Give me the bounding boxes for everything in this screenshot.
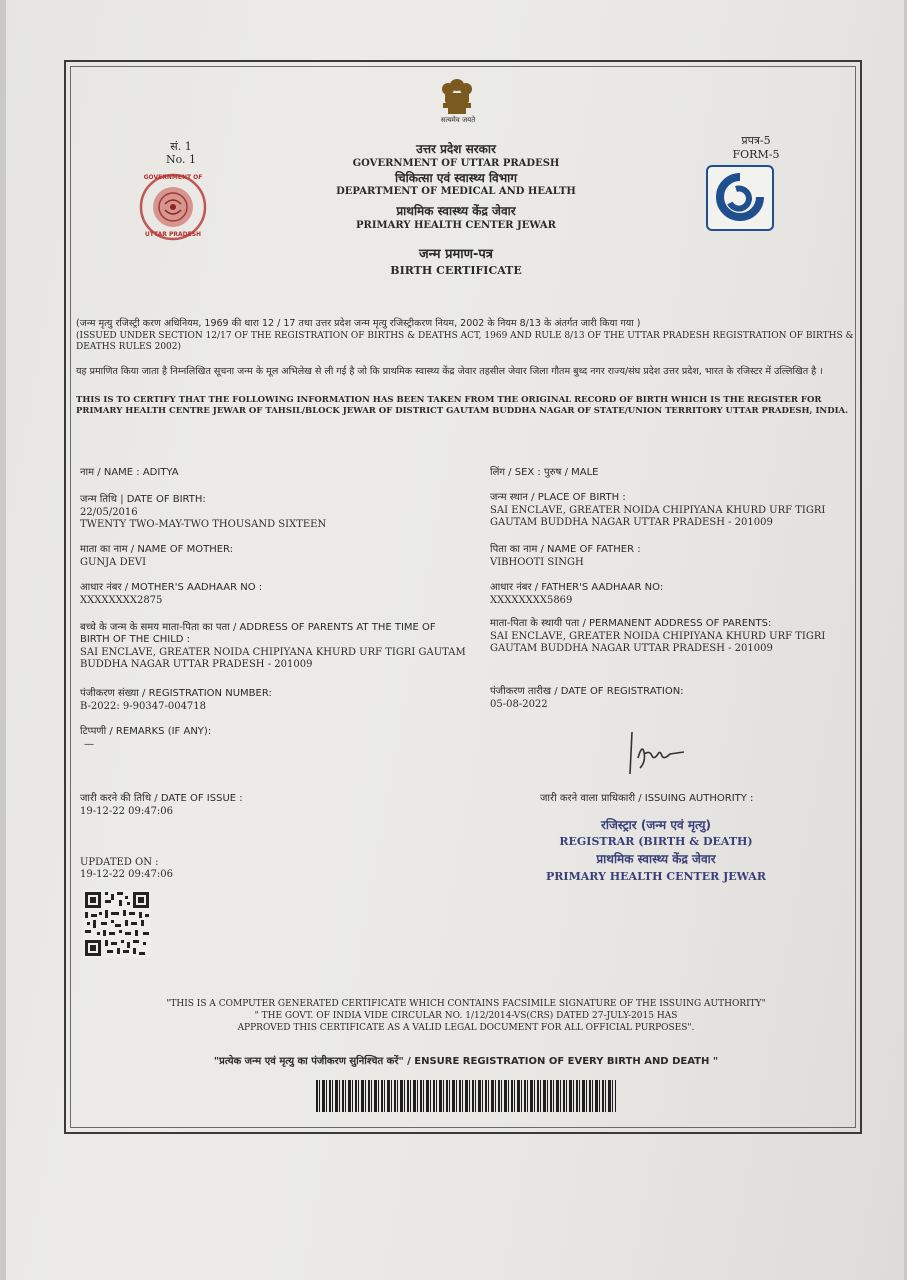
permanent-address-line-2: GAUTAM BUDDHA NAGAR UTTAR PRADESH - 201009 <box>490 643 773 654</box>
issue-date: 19-12-22 09:47:06 <box>80 806 174 817</box>
reg-number: B-2022: 9-90347-004718 <box>80 701 207 712</box>
father-aadhaar: XXXXXXXX5869 <box>490 595 573 606</box>
reg-number-label: पंजीकरण संख्या / REGISTRATION NUMBER: <box>80 688 272 699</box>
mother-name-label: माता का नाम / NAME OF MOTHER: <box>80 544 234 555</box>
issuing-authority-label: जारी करने वाला प्राधिकारी / ISSUING AUTHORITY : <box>540 793 754 804</box>
father-name-label: पिता का नाम / NAME OF FATHER : <box>490 544 641 555</box>
remarks-label: टिप्पणी / REMARKS (IF ANY): <box>80 726 212 737</box>
signature-icon <box>624 728 694 778</box>
emblem-motto: सत्यमेव जयते <box>440 116 476 124</box>
mother-name: GUNJA DEVI <box>80 557 147 568</box>
serial-no-hindi: सं. 1 <box>170 140 192 153</box>
birth-address-label-2: BIRTH OF THE CHILD : <box>80 634 191 645</box>
gov-name-hindi: उत्तर प्रदेश सरकार <box>416 142 496 156</box>
authority-hindi: रजिस्ट्रार (जन्म एवं मृत्यु) <box>601 818 711 832</box>
gov-name: GOVERNMENT OF UTTAR PRADESH <box>352 158 560 169</box>
authority-title: REGISTRAR (BIRTH & DEATH) <box>559 835 753 848</box>
dept-name-hindi: चिकित्सा एवं स्वास्थ्य विभाग <box>394 171 518 185</box>
pob-line-2: GAUTAM BUDDHA NAGAR UTTAR PRADESH - 201009 <box>490 517 773 528</box>
form-no-hindi: प्रपत्र-5 <box>741 134 771 147</box>
birth-address-line-1: SAI ENCLAVE, GREATER NOIDA CHIPIYANA KHURD URF TIGRI GAUTAM <box>80 647 466 658</box>
mother-aadhaar-label: आधार नंबर / MOTHER'S AADHAAR NO : <box>80 582 263 593</box>
serial-no: No. 1 <box>165 153 197 166</box>
sex: लिंग / SEX : पुरुष / MALE <box>490 467 599 478</box>
center-name-hindi: प्राथमिक स्वास्थ्य केंद्र जेवार <box>396 204 516 218</box>
issued-under-hindi: (जन्म मृत्यु रजिस्ट्री करण अधिनियम, 1969 की धारा 12 / 17 तथा उत्तर प्रदेश जन्म मृत्यु रजिस्ट्रीकरण नियम, 2002 के नियम 8/13 के अंतर्गत जारी किया गया ) <box>76 318 641 329</box>
birth-address-label: बच्चे के जन्म के समय माता-पिता का पता / ADDRESS OF PARENTS AT THE TIME OF <box>80 622 436 633</box>
authority-center: PRIMARY HEALTH CENTER JEWAR <box>546 870 766 883</box>
father-name: VIBHOOTI SINGH <box>490 557 584 568</box>
mother-aadhaar: XXXXXXXX2875 <box>80 595 163 606</box>
child-name: नाम / NAME : ADITYA <box>80 467 179 478</box>
seal-text-bottom: UTTAR PRADESH <box>144 231 202 238</box>
certificate-paper <box>6 0 904 1280</box>
barcode-icon <box>316 1080 616 1112</box>
updated-value: 19-12-22 09:47:06 <box>80 869 174 880</box>
authority-center-hindi: प्राथमिक स्वास्थ्य केंद्र जेवार <box>596 852 716 866</box>
footer-note-1: "THIS IS A COMPUTER GENERATED CERTIFICATE WHICH CONTAINS FACSIMILE SIGNATURE OF THE ISSUING AUTHORITY" <box>166 999 766 1009</box>
permanent-address-line-1: SAI ENCLAVE, GREATER NOIDA CHIPIYANA KHURD URF TIGRI <box>490 631 826 642</box>
seal-text-top: GOVERNMENT OF <box>143 174 203 181</box>
pob-label: जन्म स्थान / PLACE OF BIRTH : <box>490 492 626 503</box>
issue-date-label: जारी करने की तिथि / DATE OF ISSUE : <box>80 793 243 804</box>
page-title: BIRTH CERTIFICATE <box>390 264 522 277</box>
footer-note-3: APPROVED THIS CERTIFICATE AS A VALID LEGAL DOCUMENT FOR ALL OFFICIAL PURPOSES". <box>237 1023 695 1033</box>
dob-words: TWENTY TWO-MAY-TWO THOUSAND SIXTEEN <box>80 519 327 530</box>
certify-statement: THIS IS TO CERTIFY THAT THE FOLLOWING INFORMATION HAS BEEN TAKEN FROM THE ORIGINAL RECORD OF BIRTH WHICH IS THE REGISTER FOR PRIMARY HEALTH CENTRE JEWAR OF TAHSIL/BLOCK JEWAR OF DISTRICT GAUTAM BUDDHA NAGAR OF STATE/UNION TERRITORY UTTAR PRADESH, INDIA. <box>76 395 849 416</box>
reg-date: 05-08-2022 <box>490 699 548 710</box>
pob-line-1: SAI ENCLAVE, GREATER NOIDA CHIPIYANA KHURD URF TIGRI <box>490 505 826 516</box>
certify-hindi: यह प्रमाणित किया जाता है निम्नलिखित सूचना जन्म के मूल अभिलेख से ली गई है जो कि प्राथमिक स्वास्थ्य केंद्र जेवार तहसील जेवार जिला गौतम बुध्द नगर राज्य/संघ प्रदेश उत्तर प्रदेश, भारत के रजिस्टर में उल्लिखित है । <box>76 366 823 377</box>
ensure-registration: "प्रत्येक जन्म एवं मृत्यु का पंजीकरण सुनिश्चित करें" / ENSURE REGISTRATION OF EVERY BIRTH AND DEATH " <box>213 1056 719 1067</box>
reg-date-label: पंजीकरण तारीख / DATE OF REGISTRATION: <box>490 686 684 697</box>
dob-value: 22/05/2016 <box>80 507 138 518</box>
birth-address-line-2: BUDDHA NAGAR UTTAR PRADESH - 201009 <box>80 659 313 670</box>
qr-code-icon <box>83 890 151 958</box>
father-aadhaar-label: आधार नंबर / FATHER'S AADHAAR NO: <box>490 582 664 593</box>
center-name: PRIMARY HEALTH CENTER JEWAR <box>356 220 556 231</box>
issued-under: (ISSUED UNDER SECTION 12/17 OF THE REGISTRATION OF BIRTHS & DEATHS ACT, 1969 AND RULE 8/13 OF THE UTTAR PRADESH REGISTRATION OF BIRTHS & DEATHS RULES 2002) <box>76 331 854 352</box>
dept-name: DEPARTMENT OF MEDICAL AND HEALTH <box>336 186 576 197</box>
crs-logo-icon <box>706 165 774 231</box>
remarks-value: — <box>84 739 94 750</box>
dob-label: जन्म तिथि | DATE OF BIRTH: <box>80 494 206 505</box>
form-no: FORM-5 <box>732 148 780 161</box>
title-hindi: जन्म प्रमाण-पत्र <box>419 247 493 262</box>
permanent-address-label: माता-पिता के स्थायी पता / PERMANENT ADDRESS OF PARENTS: <box>490 618 772 629</box>
footer-note-2: " THE GOVT. OF INDIA VIDE CIRCULAR NO. 1/12/2014-VS(CRS) DATED 27-JULY-2015 HAS <box>254 1011 678 1021</box>
updated-label: UPDATED ON : <box>80 857 159 868</box>
